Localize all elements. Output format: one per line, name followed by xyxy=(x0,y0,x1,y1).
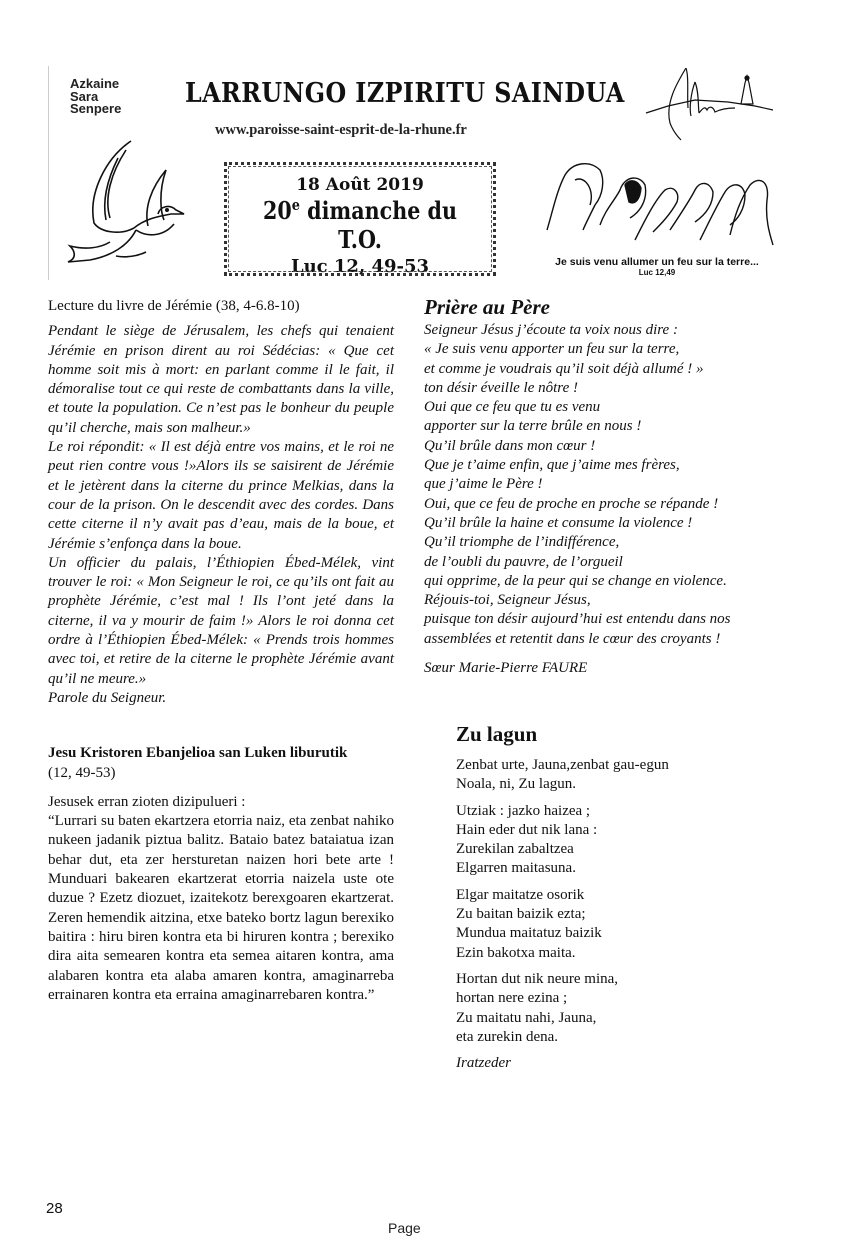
reading-text: Pendant le siège de Jérusalem, les chefs qui tenaient Jérémie en prison dirent au roi Sédécias: « Que cet homme soit mis à mort: en parlant comme il le fait, il démoralise tout ce qui reste de combattants dans la ville, et toute la population. Ce n’est pas le bonheur du peuple qu’il cherche, mais son malheur.» xyxy=(48,323,394,436)
prayer-line: Seigneur Jésus j’écoute ta voix nous dire : xyxy=(424,322,678,338)
date-box xyxy=(224,162,496,276)
prayer-line: apporter sur la terre brûle en nous ! xyxy=(424,418,642,435)
prayer-line: « Je suis venu apporter un feu sur la terre, xyxy=(424,341,680,358)
gospel-intro: Jesusek erran zioten dizipulueri : xyxy=(48,793,246,810)
sunday-text: dimanche du T.O. xyxy=(299,196,457,254)
hymn-line: Mundua maitatuz baizik xyxy=(456,925,602,942)
hymn-line: Zurekilan zabaltzea xyxy=(456,841,574,858)
reading-closing: Parole du Seigneur. xyxy=(48,689,167,706)
bulletin-title: LARRUNGO IZPIRITU SAINDUA xyxy=(185,78,625,109)
image-caption xyxy=(537,256,777,278)
gospel-title: Jesu Kristoren Ebanjelioa san Luken liburutik xyxy=(48,745,348,762)
prayer-lines xyxy=(424,321,774,649)
sunday-suffix: e xyxy=(291,196,300,214)
hymn-line: Zu maitatu nahi, Jauna, xyxy=(456,1009,597,1026)
parish-name: Senpere xyxy=(70,101,122,116)
hymn-line: Ezin bakotxa maita. xyxy=(456,944,576,961)
gospel-text: “Lurrari su baten ekartzera etorria naiz, eta zenbat nahiko nukeen jadanik piztua balitz. Bataio batez bataiatua izan behar dut, eta zer hersturetan naizen hori bete arte ! Munduari bakearen ekartzerat etorria naizela uste ote duzue ? Ezetz diozuet, izaitekotz berexgoaren ekartzerat. Zeren hemendik aitzina, etxe bateko bortz lagun berexiko baitira : hiru biren kontra eta bi hiruren kontra ; berexiko dira aita semearen kontra eta semea aitaren kontra, ama alabaren kontra eta alaba amaren kontra, amaginarreba errainaren kontra eta erraina amaginarrebaren kontra.” xyxy=(48,813,394,1003)
prayer-author: Sœur Marie-Pierre FAURE xyxy=(424,660,588,677)
sunday-label xyxy=(246,196,475,254)
hymn-author: Iratzeder xyxy=(456,1055,511,1072)
reading-text-3: Un officier du palais, l’Éthiopien Ébed-Mélek, vint trouver le roi: « Mon Seigneur le roi, ce qu’ils ont fait au prophète Jérémie, c’est mal ! Ils l’ont jeté dans la citerne, il va y mourir de faim !» Alors le roi donna cet ordre à l’Éthiopien Ébed-Mélek: « Prends trois hommes avec toi, et retire de la citerne le prophète Jérémie avant qu’il ne meure.» xyxy=(48,554,394,687)
prayer-line: assemblées et retentit dans le cœur des croyants ! xyxy=(424,630,721,647)
hymn-line: Utziak : jazko haizea ; xyxy=(456,802,591,819)
prayer-title: Prière au Père xyxy=(424,295,550,319)
church-on-hill-icon xyxy=(643,68,778,143)
caption-reference: Luc 12,49 xyxy=(638,268,676,277)
gospel-reference: Luc 12, 49-53 xyxy=(290,256,430,277)
parish-name: Sara xyxy=(70,88,99,104)
reading-title: Lecture du livre de Jérémie (38, 4-6.8-10) xyxy=(48,298,300,314)
reading-text-2: Le roi répondit: « Il est déjà entre vos mains, et le roi ne peut rien contre vous !»Alors ils se saisirent de Jérémie et le jetèrent dans la citerne du prince Melkias, dans la cour de la prison. On le descendit avec des cordes. Dans cette citerne il n’y avait pas d’eau, mais de la boue, et Jérémie s’enfonça dans la boue. xyxy=(48,439,394,552)
gospel-reference: (12, 49-53) xyxy=(48,764,116,781)
hymn-stanza xyxy=(456,802,756,879)
prayer-line: Oui, que ce feu de proche en proche se répande ! xyxy=(424,495,719,512)
website-link[interactable]: www.paroisse-saint-esprit-de-la-rhune.fr xyxy=(215,122,467,138)
date: 18 Août 2019 xyxy=(296,175,424,195)
hymn-title: Zu lagun xyxy=(456,722,538,746)
hymn-stanza xyxy=(456,886,756,963)
prayer-line: Que je t’aime enfin, que j’aime mes frères, xyxy=(424,457,680,474)
prayer-line: puisque ton désir aujourd’hui est entendu dans nos xyxy=(424,611,731,628)
hymn-line: Zenbat urte, Jauna,zenbat gau-egun xyxy=(456,757,669,773)
prayer-line: Qu’il triomphe de l’indifférence, xyxy=(424,534,620,551)
prayer-line: Réjouis-toi, Seigneur Jésus, xyxy=(424,592,591,609)
hymn-line: Zu baitan baizik ezta; xyxy=(456,906,586,923)
prayer-line: que j’aime le Père ! xyxy=(424,476,543,493)
dove-icon xyxy=(66,138,191,268)
prayer-line: Qu’il brûle la haine et consume la violence ! xyxy=(424,514,693,531)
hymn-line: hortan nere ezina ; xyxy=(456,990,568,1007)
page-label: Page xyxy=(388,1220,421,1236)
parish-name: Azkaine xyxy=(70,76,120,91)
hymn-line: Hain eder dut nik lana : xyxy=(456,821,598,838)
left-column xyxy=(48,297,394,1005)
page-number: 28 xyxy=(46,1200,63,1217)
sunday-number: 20 xyxy=(263,196,292,225)
hymn-stanza xyxy=(456,756,756,795)
prayer-line: ton désir éveille le nôtre ! xyxy=(424,379,578,396)
caption-text: Je suis venu allumer un feu sur la terre... xyxy=(555,256,759,268)
hymn-line: Noala, ni, Zu lagun. xyxy=(456,776,576,793)
prayer-line: Qu’il brûle dans mon cœur ! xyxy=(424,437,596,454)
prayer-line: et comme je voudrais qu’il soit déjà allumé ! » xyxy=(424,360,704,377)
hymn-stanza xyxy=(456,970,756,1047)
parish-list xyxy=(70,78,121,116)
hymn-line: Elgarren maitasuna. xyxy=(456,860,576,877)
hymn-line: Hortan dut nik neure mina, xyxy=(456,970,619,987)
prayer-section xyxy=(424,295,774,678)
hymn-line: Elgar maitatze osorik xyxy=(456,886,585,903)
prayer-line: de l’oubli du pauvre, de l’orgueil xyxy=(424,553,623,570)
disciples-drawing-icon xyxy=(545,160,775,255)
prayer-line: qui opprime, de la peur qui se change en violence. xyxy=(424,572,727,589)
hymn-line: eta zurekin dena. xyxy=(456,1028,559,1045)
hymn-section xyxy=(456,722,756,1073)
prayer-line: Oui que ce feu que tu es venu xyxy=(424,399,601,416)
